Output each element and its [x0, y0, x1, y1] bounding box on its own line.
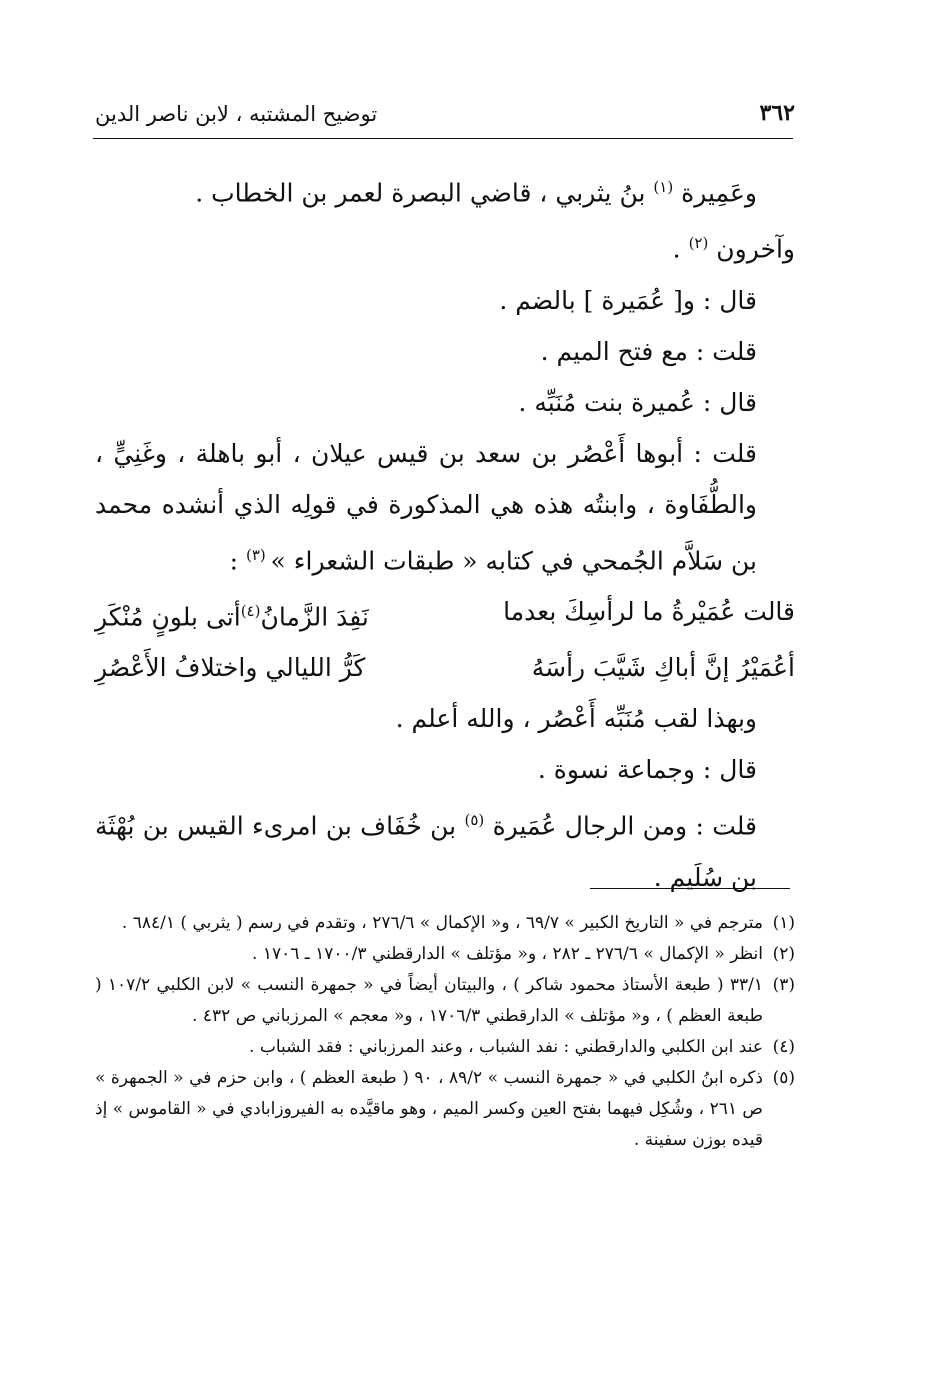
- paragraph: [95, 428, 795, 586]
- hemistich: كَرُّ الليالي واختلافُ الأَعْصُرِ: [95, 653, 366, 683]
- paragraph: قال : و[ عُمَيرة ] بالضم .: [499, 285, 757, 315]
- footnote: [95, 1063, 795, 1156]
- paragraph: وبهذا لقب مُنَبِّه أَعْصُر ، والله أعلم .: [395, 704, 757, 734]
- footnote: [95, 1032, 795, 1063]
- footnote-number: (٢): [772, 944, 795, 964]
- paragraph: [95, 162, 795, 218]
- running-title: توضيح المشتبه ، لابن ناصر الدين: [95, 102, 378, 126]
- footnote: [95, 908, 795, 939]
- footnote-ref: (٢): [688, 234, 709, 253]
- page-header: [95, 86, 795, 126]
- footnote-number: (٣): [772, 975, 795, 995]
- footnote-text: انظر « الإكمال » ٢٧٦/٦ ـ ٢٨٢ ، و« مؤتلف » الدارقطني ١٧٠٠/٣ ـ ١٧٠٦ .: [252, 944, 763, 964]
- text-run: وآخرون: [708, 234, 795, 264]
- text-run: وعَمِيرة: [673, 178, 757, 208]
- paragraph: قال : عُميرة بنت مُنَبِّه .: [518, 387, 757, 417]
- main-text: [95, 162, 795, 903]
- verse-line: [95, 586, 795, 642]
- footnote-number: (١): [772, 913, 795, 933]
- footnote: [95, 939, 795, 970]
- hemistich: أعُمَيْرُ إنَّ أباكِ شَيَّبَ رأسَهُ: [531, 653, 795, 683]
- footnote-text: عند ابن الكلبي والدارقطني : نفد الشباب ، وعند المرزباني : فقد الشباب .: [249, 1037, 763, 1057]
- footnote-text: مترجم في « التاريخ الكبير » ٦٩/٧ ، و« الإكمال » ٢٧٦/٦ ، وتقدم في رسم ( يثربي ) ٦٨٤/١ .: [121, 913, 763, 933]
- paragraph: [95, 218, 795, 274]
- footnote-number: (٤): [772, 1037, 795, 1057]
- paragraph: [95, 795, 795, 902]
- text-run: بن خُفَاف بن امرىء القيس بن بُهْثَة بن سُلَيم .: [95, 811, 757, 892]
- footnote-ref: (٤): [240, 601, 261, 620]
- footnotes: [95, 908, 795, 1156]
- hemistich: [95, 586, 369, 642]
- footnote-ref: (٥): [464, 811, 485, 830]
- footnote: [95, 970, 795, 1032]
- footnote-ref: (٣): [245, 545, 271, 564]
- text-run: بنُ يثربي ، قاضي البصرة لعمر بن الخطاب .: [195, 178, 654, 208]
- hemistich: قالت عُمَيْرةُ ما لرأسِكَ بعدما: [503, 596, 795, 626]
- footnote-ref: (١): [653, 178, 674, 196]
- verse-line: [95, 642, 795, 693]
- footnote-text: ذكره ابنُ الكلبي في « جمهرة النسب » ٨٩/٢ ، ٩٠ ( طبعة العظم ) ، وابن حزم في « الجمهرة » ص ٢٦١ ، وشُكِل فيهما بفتح العين وكسر الميم ، وهو ماقيَّده به الفيروزابادي في « القاموس » إذ قيده بوزن سفينة .: [95, 1068, 763, 1150]
- poem: [95, 586, 795, 693]
- paragraph: قلت : مع فتح الميم .: [540, 336, 757, 366]
- text-run: :: [229, 545, 246, 575]
- footnote-text: ٣٣/١ ( طبعة الأستاذ محمود شاكر ) ، والبيتان أيضاً في « جمهرة النسب » لابن الكلبي ١٠٧/٢ ( طبعة العظم ) ، و« مؤتلف » الدارقطني ١٧٠٦/٣ ، و« معجم » المرزباني ص ٤٣٢ .: [95, 975, 763, 1026]
- text-run: قلت : أبوها أَعْصُر بن سعد بن قيس عيلان ، أبو باهلة ، وغَنِيٍّ ، والطُّفَاوة ، وابنتُه هذه هي المذكورة في قولِه الذي أنشده محمد بن سَلاَّم الجُمحي في كتابه « طبقات الشعراء »: [95, 438, 757, 575]
- text-run: أتى بلونٍ مُنْكَرِ: [95, 602, 241, 632]
- text-run: قلت : ومن الرجال عُمَيرة: [484, 811, 757, 841]
- page-number: ٣٦٢: [759, 100, 795, 126]
- paragraph: قال : وجماعة نسوة .: [537, 755, 757, 785]
- header-rule: [93, 138, 793, 139]
- text-run: نَفِدَ الزَّمانُ: [260, 602, 369, 632]
- text-run: .: [672, 234, 689, 264]
- footnote-rule: [590, 888, 790, 889]
- footnote-number: (٥): [772, 1068, 795, 1088]
